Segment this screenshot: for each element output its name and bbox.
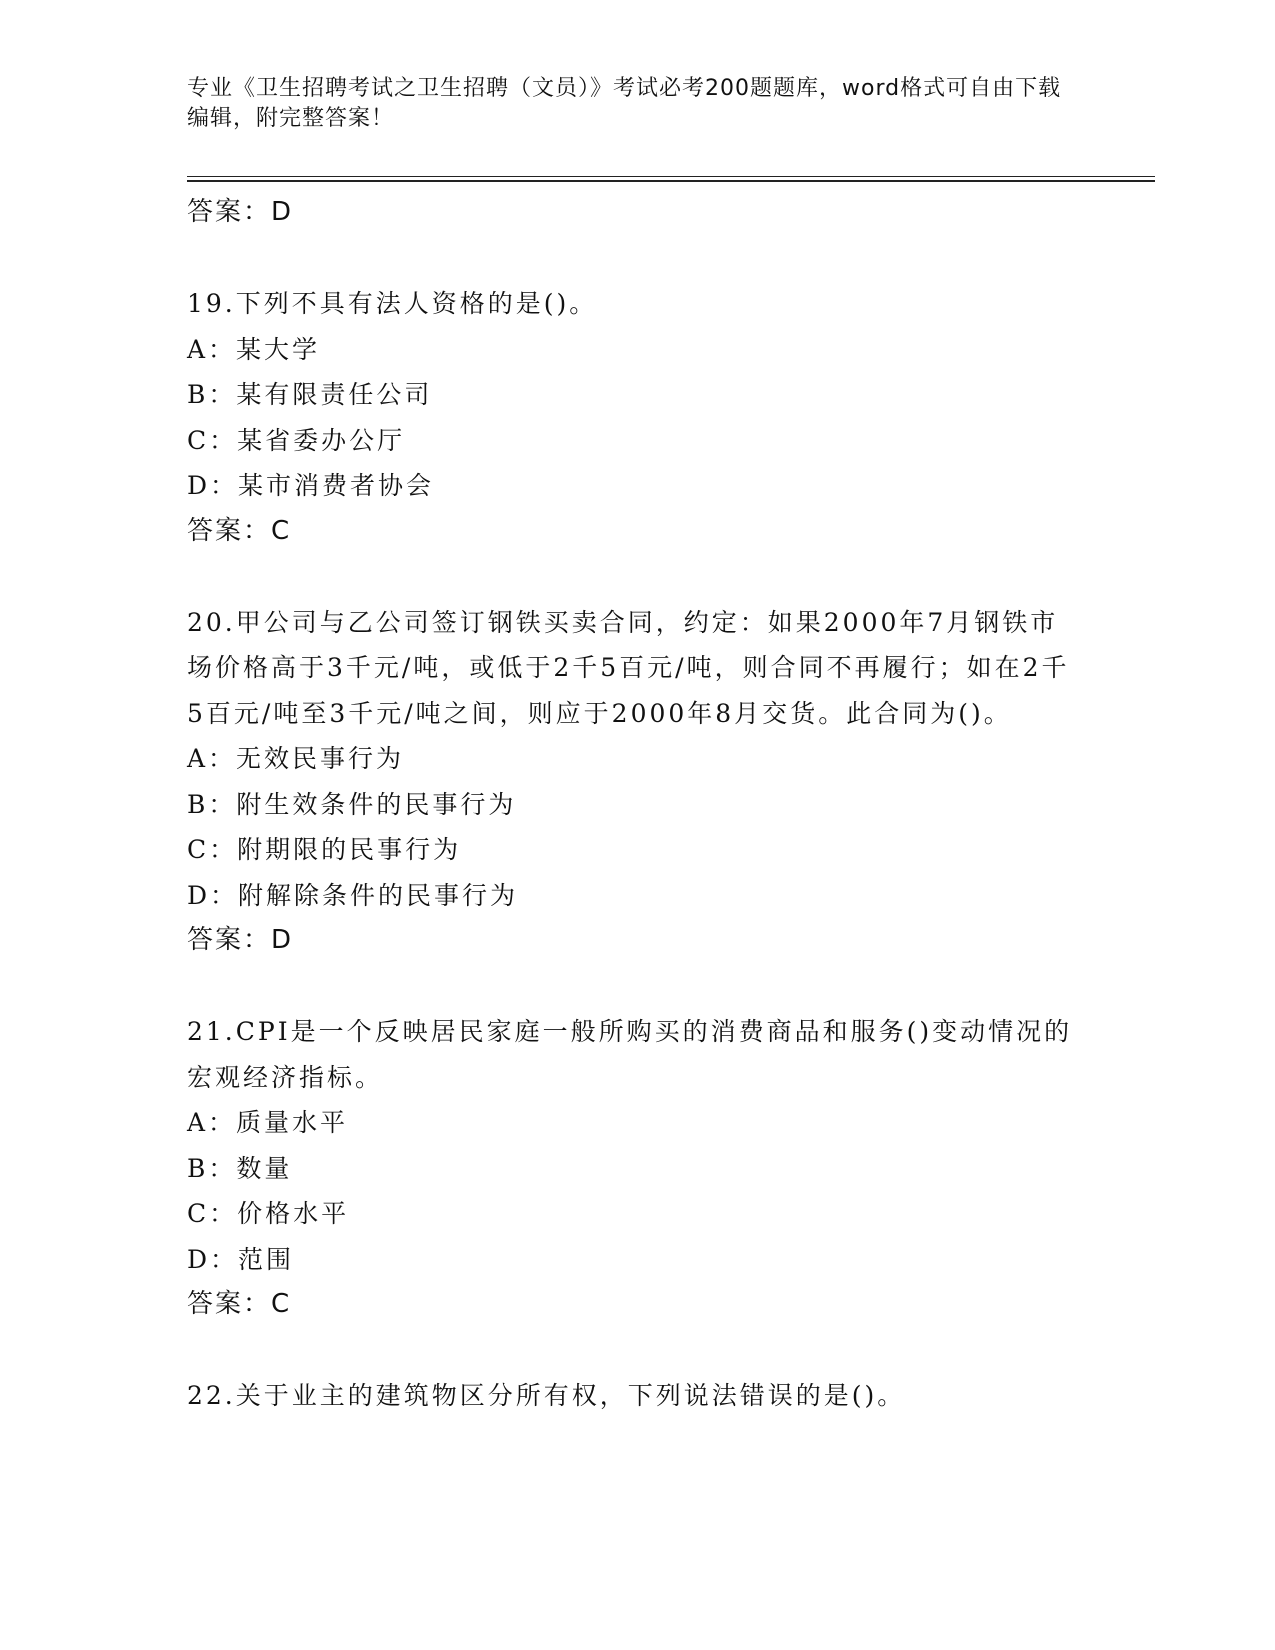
option-d: D：范围 [187, 1244, 295, 1274]
option-c: C：附期限的民事行为 [187, 835, 462, 864]
option-c: C：价格水平 [187, 1199, 350, 1228]
option-a: A：某大学 [187, 334, 321, 364]
document-header: 专业《卫生招聘考试之卫生招聘（文员）》考试必考200题题库，word格式可自由下载编辑，附完整答案！ [187, 76, 1062, 131]
question-stem: 21.CPI是一个反映居民家庭一般所购买的消费商品和服务()变动情况的宏观经济指标。 [187, 1017, 1073, 1092]
answer-line: 答案：C [187, 515, 292, 546]
option-a: A：质量水平 [187, 1108, 349, 1137]
answer-line: 答案：C [187, 1289, 292, 1319]
option-b: B：某有限责任公司 [187, 380, 433, 409]
question-list [187, 190, 1087, 1419]
question-stem: 22.关于业主的建筑物区分所有权，下列说法错误的是()。 [187, 1381, 906, 1410]
question-stem: 19.下列不具有法人资格的是()。 [187, 289, 598, 318]
spacer [187, 553, 1087, 600]
option-c: C：某省委办公厅 [187, 425, 406, 455]
option-b: B：数量 [187, 1153, 293, 1183]
header-rule-thick [187, 180, 1155, 182]
answer-line: 答案：D [187, 197, 294, 227]
answer-line: 答案：D [187, 925, 294, 955]
option-a: A：无效民事行为 [187, 744, 405, 773]
spacer [187, 1326, 1087, 1373]
spacer [187, 234, 1087, 281]
option-b: B：附生效条件的民事行为 [187, 789, 517, 819]
option-d: D：附解除条件的民事行为 [187, 880, 519, 910]
spacer [187, 962, 1087, 1009]
header-rule-thin [187, 176, 1155, 177]
option-d: D：某市消费者协会 [187, 471, 435, 500]
question-stem: 20.甲公司与乙公司签订钢铁买卖合同，约定：如果2000年7月钢铁市场价格高于3千元/吨，或低于2千5百元/吨，则合同不再履行；如在2千5百元/吨至3千元/吨之间，则应于2000年8月交货。此合同为()。 [187, 607, 1070, 728]
